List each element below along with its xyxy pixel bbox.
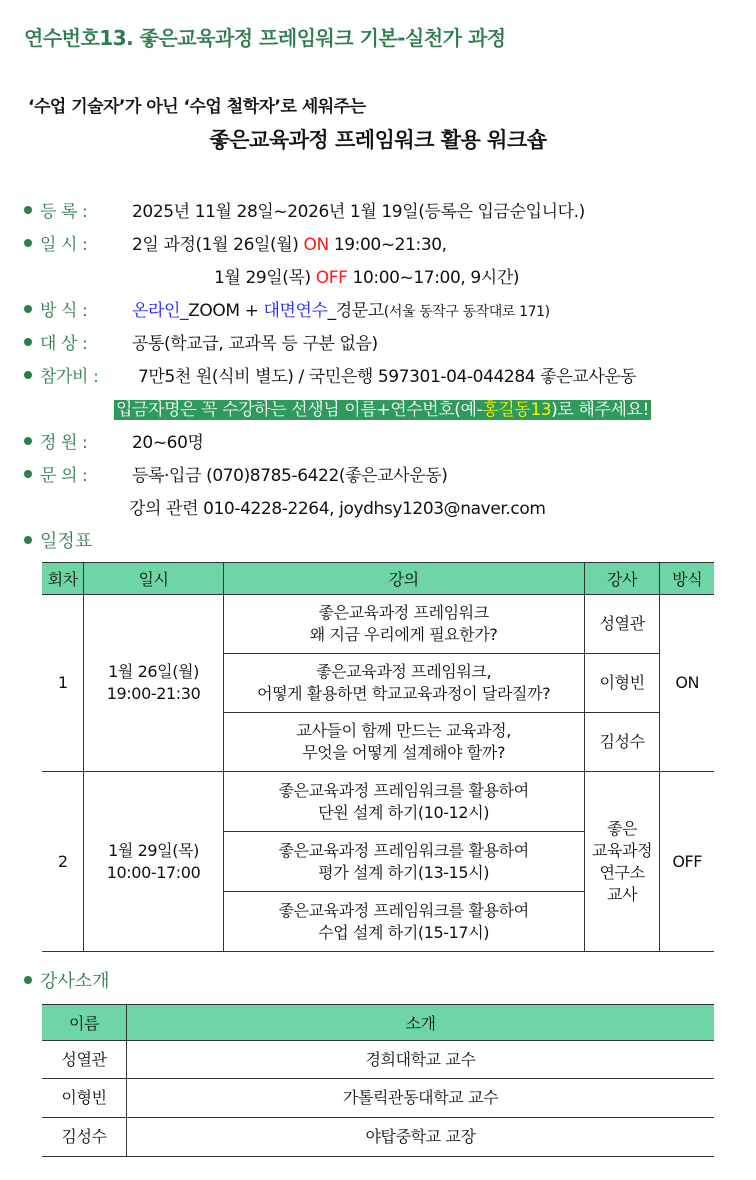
lecture-title: 좋은교육과정 프레임워크, <box>316 662 492 681</box>
instructor-line: 교육과정 <box>591 840 653 860</box>
info-target <box>24 330 744 363</box>
instructor-desc: 가톨릭관동대학교 교수 <box>127 1079 715 1118</box>
instructor-table <box>42 1004 714 1157</box>
instructor-line: 교사 <box>606 884 638 904</box>
bullet-icon <box>24 239 32 247</box>
table-header: 회차 <box>42 563 84 595</box>
lecture-title: 교사들이 함께 만드는 교육과정, <box>296 721 511 740</box>
instructor-cell: 이형빈 <box>584 654 660 713</box>
lecture-subtitle: 무엇을 어떻게 설계해야 할까? <box>302 743 506 762</box>
schedule-text: 10:00~17:00, 9시간) <box>347 268 520 288</box>
table-header: 이름 <box>42 1005 127 1041</box>
info-label: 대 상 : <box>40 334 88 354</box>
lecture-title: 좋은교육과정 프레임워크 <box>318 603 489 622</box>
table-row <box>42 595 714 654</box>
table-row <box>42 1079 714 1118</box>
table-header-row <box>42 1005 714 1041</box>
instructor-cell: 성열관 <box>584 595 660 654</box>
info-list <box>24 198 744 528</box>
note-text: )로 해주세요! <box>551 400 649 420</box>
schedule-text: 19:00~21:30, <box>328 235 447 255</box>
note-example: 홍길동13 <box>482 400 552 420</box>
info-label: 일 시 : <box>40 235 88 255</box>
table-header-row <box>42 563 714 595</box>
lecture-cell <box>223 595 584 654</box>
bullet-icon <box>24 371 32 379</box>
method-online: 온라인_ <box>132 301 189 321</box>
table-row <box>42 772 714 832</box>
instructor-desc: 경희대학교 교수 <box>127 1041 715 1079</box>
table-header: 강사 <box>584 563 660 595</box>
method-address: (서울 동작구 동작대로 171) <box>383 304 550 320</box>
info-label: 참가비 : <box>40 367 99 387</box>
instructor-line: 연구소 <box>599 862 645 882</box>
instructor-name: 김성수 <box>42 1118 127 1157</box>
info-value: 공통(학교급, 교과목 등 구분 없음) <box>132 334 378 354</box>
info-value: 20~60명 <box>132 433 204 453</box>
bullet-icon <box>24 437 32 445</box>
table-row <box>42 1041 714 1079</box>
lecture-subtitle: 어떻게 활용하면 학교교육과정이 달라질까? <box>257 684 551 703</box>
method-offline: 대면연수 <box>263 301 328 321</box>
bullet-icon <box>24 470 32 478</box>
session-time: 10:00-17:00 <box>106 862 201 882</box>
lecture-cell <box>223 654 584 713</box>
page-title: 연수번호13. 좋은교육과정 프레임워크 기본-실천가 과정 <box>24 26 506 50</box>
lecture-subtitle: 단원 설계 하기(10-12시) <box>318 802 490 822</box>
section-label: 일정표 <box>40 531 93 552</box>
info-contact-line2 <box>24 495 744 528</box>
schedule-text: 2일 과정(1월 26일(월) <box>132 235 304 255</box>
section-label: 강사소개 <box>40 971 110 992</box>
session-time: 19:00-21:30 <box>106 684 201 703</box>
lecture-cell <box>223 713 584 772</box>
lecture-title: 좋은교육과정 프레임워크를 활용하여 <box>278 840 529 860</box>
lecture-cell <box>223 892 584 952</box>
intro-section-title <box>24 967 110 993</box>
method-place: _경문고 <box>327 301 384 321</box>
table-header: 강의 <box>223 563 584 595</box>
note-text: 입금자명은 꼭 수강하는 선생님 이름+연수번호(예- <box>116 400 483 420</box>
instructor-desc: 야탑중학교 교장 <box>127 1118 715 1157</box>
session-date: 1월 29일(목) <box>108 840 199 860</box>
instructor-cell: 김성수 <box>584 713 660 772</box>
session-no: 2 <box>42 772 84 952</box>
lecture-title: 좋은교육과정 프레임워크를 활용하여 <box>278 780 529 800</box>
info-fee <box>24 363 744 396</box>
subtitle-main: 좋은교육과정 프레임워크 활용 워크숍 <box>209 128 547 152</box>
instructor-name: 성열관 <box>42 1041 127 1079</box>
bullet-icon <box>24 206 32 214</box>
bullet-icon <box>24 536 32 544</box>
session-date: 1월 26일(월) <box>108 662 199 681</box>
method-zoom: ZOOM + <box>188 301 264 321</box>
session-datetime <box>84 595 223 772</box>
schedule-text: 1월 29일(목) <box>214 268 316 288</box>
mode-cell: ON <box>660 595 714 772</box>
bullet-icon <box>24 976 32 984</box>
info-register <box>24 198 744 231</box>
mode-cell: OFF <box>660 772 714 952</box>
table-header: 일시 <box>84 563 223 595</box>
table-header: 소개 <box>127 1005 715 1041</box>
schedule-table <box>42 562 714 952</box>
info-contact <box>24 462 744 495</box>
lecture-subtitle: 수업 설계 하기(15-17시) <box>318 922 490 942</box>
info-label: 정 원 : <box>40 433 88 453</box>
session-no: 1 <box>42 595 84 772</box>
schedule-section-title <box>24 527 92 553</box>
info-label: 방 식 : <box>40 301 88 321</box>
session-datetime <box>84 772 223 952</box>
lecture-cell <box>223 832 584 892</box>
info-capacity <box>24 429 744 462</box>
lecture-subtitle: 평가 설계 하기(13-15시) <box>318 862 490 882</box>
table-header: 방식 <box>660 563 714 595</box>
bullet-icon <box>24 305 32 313</box>
bullet-icon <box>24 338 32 346</box>
lecture-subtitle: 왜 지금 우리에게 필요한가? <box>309 625 498 644</box>
instructor-name: 이형빈 <box>42 1079 127 1118</box>
info-method <box>24 297 744 330</box>
info-value: 2025년 11월 28일~2026년 1월 19일(등록은 입금순입니다.) <box>132 202 585 222</box>
info-value: 7만5천 원(식비 별도) / 국민은행 597301-04-044284 좋은교사운동 <box>138 367 637 387</box>
on-badge: ON <box>303 235 329 255</box>
info-fee-note <box>24 396 744 429</box>
info-value: 강의 관련 010-4228-2264, joydhsy1203@naver.com <box>129 499 546 519</box>
info-schedule <box>24 231 744 264</box>
info-schedule-line2 <box>24 264 744 297</box>
info-label: 문 의 : <box>40 466 88 486</box>
lecture-title: 좋은교육과정 프레임워크를 활용하여 <box>278 900 529 920</box>
info-value: 등록·입금 (070)8785-6422(좋은교사운동) <box>132 466 448 486</box>
deposit-note <box>114 400 651 420</box>
instructor-line: 좋은 <box>606 818 638 838</box>
info-label: 등 록 : <box>40 202 88 222</box>
subtitle-tagline: ‘수업 기술자’가 아닌 ‘수업 철학자’로 세워주는 <box>28 97 366 117</box>
table-row <box>42 1118 714 1157</box>
instructor-cell <box>584 772 660 952</box>
lecture-cell <box>223 772 584 832</box>
off-badge: OFF <box>315 268 348 288</box>
